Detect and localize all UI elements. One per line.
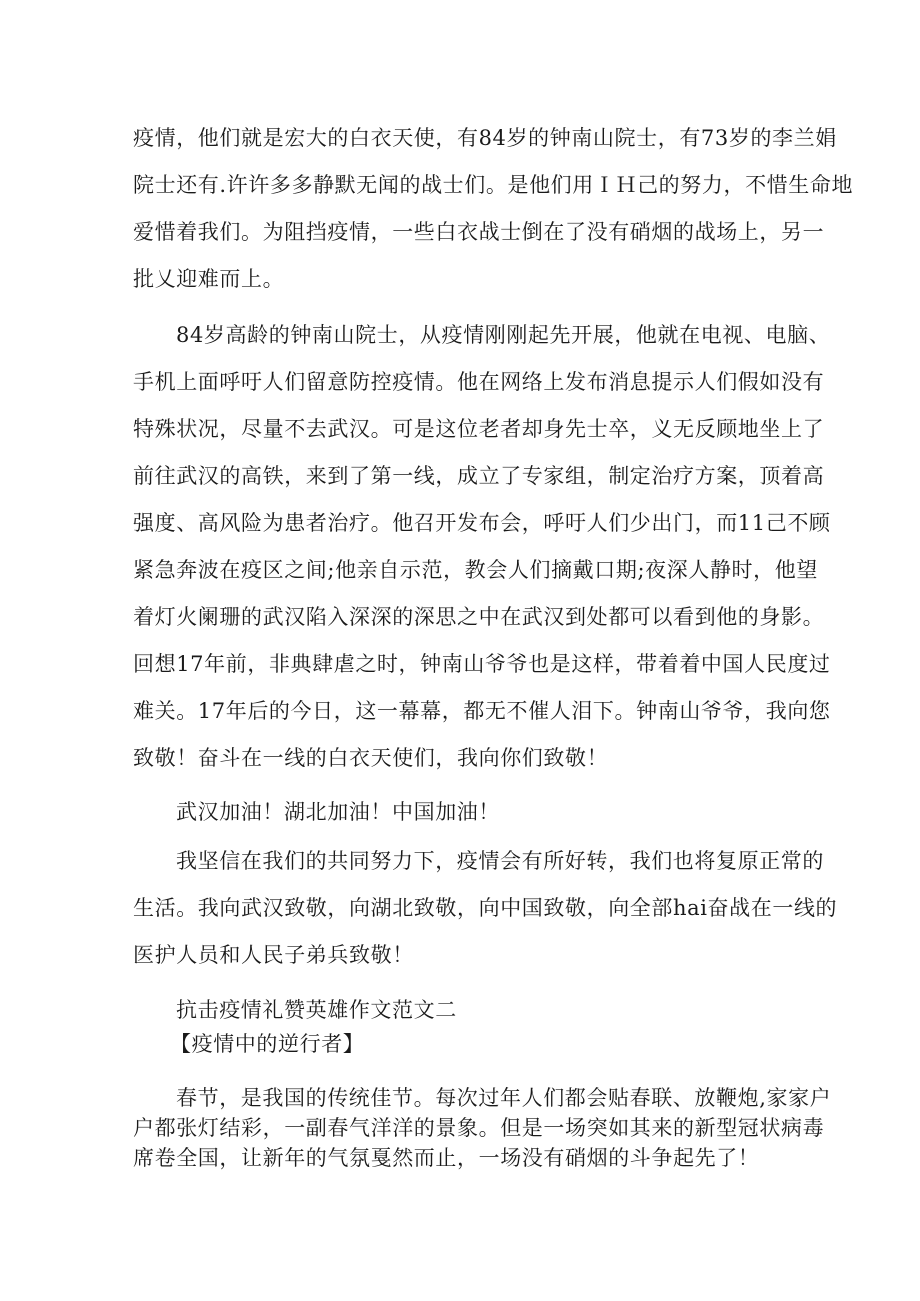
section-heading: 抗击疫情礼赞英雄作文范文二 [176,998,457,1022]
paragraph-5-line-3: 席卷全国，让新年的气氛戛然而止，一场没有硝烟的斗争起先了！ [133,1146,760,1170]
section-subheading: 【疫情中的逆行者】 [170,1032,365,1056]
paragraph-2-line-7: 着灯火阑珊的武汉陷入深深的深思之中在武汉到处都可以看到他的身影。 [133,605,825,629]
paragraph-2-line-1: 84岁高龄的钟南山院士，从疫情刚刚起先开展，他就在电视、电脑、 [176,323,831,347]
paragraph-1-line-2: 院士还有.许许多多静默无闻的战士们。是他们用ＩＨ己的努力，不惜生命地 [133,173,854,197]
paragraph-2-line-6: 紧急奔波在疫区之间;他亲自示范，教会人们摘戴口期;夜深人静时，他望 [133,558,818,582]
paragraph-5-line-2: 户都张灯结彩，一副春气洋洋的景象。但是一场突如其来的新型冠状病毒 [133,1116,825,1140]
paragraph-2-line-8: 回想17年前，非典肆虐之时，钟南山爷爷也是这样，带着着中国人民度过 [133,652,831,676]
paragraph-1-line-3: 爱惜着我们。为阻挡疫情，一些白衣战士倒在了没有硝烟的战场上，另一 [133,220,825,244]
paragraph-1-line-4: 批乂迎难而上。 [133,267,285,291]
paragraph-2-line-9: 难关。17年后的今日，这一幕幕，都无不催人泪下。钟南山爷爷，我向您 [133,699,831,723]
paragraph-2-line-5: 强度、高风险为患者治疗。他召开发布会，呼吁人们少出门，而11己不顾 [133,511,831,535]
paragraph-4-line-2: 生活。我向武汉致敬，向湖北致敬，向中国致敬，向全部hai奋战在一线的 [133,896,838,920]
paragraph-3-line-1: 武汉加油！湖北加油！中国加油！ [176,800,500,824]
paragraph-2-line-2: 手机上面呼吁人们留意防控疫情。他在网络上发布消息提示人们假如没有 [133,370,825,394]
paragraph-2-line-4: 前往武汉的高铁，来到了第一线，成立了专家组，制定治疗方案，顶着高 [133,464,825,488]
paragraph-2-line-3: 特殊状况，尽量不去武汉。可是这位老者却身先士卒，义无反顾地坐上了 [133,417,825,441]
paragraph-2-line-10: 致敬！奋斗在一线的白衣天使们，我向你们致敬！ [133,746,609,770]
paragraph-4-line-1: 我坚信在我们的共同努力下，疫情会有所好转，我们也将复原正常的 [176,849,824,873]
paragraph-5-line-1: 春节，是我国的传统佳节。每次过年人们都会贴春联、放鞭炮,家家户 [176,1086,832,1110]
paragraph-4-line-3: 医护人员和人民子弟兵致敬！ [133,943,414,967]
paragraph-1-line-1: 疫情，他们就是宏大的白衣天使，有84岁的钟南山院士，有73岁的李兰娟 [133,126,837,150]
